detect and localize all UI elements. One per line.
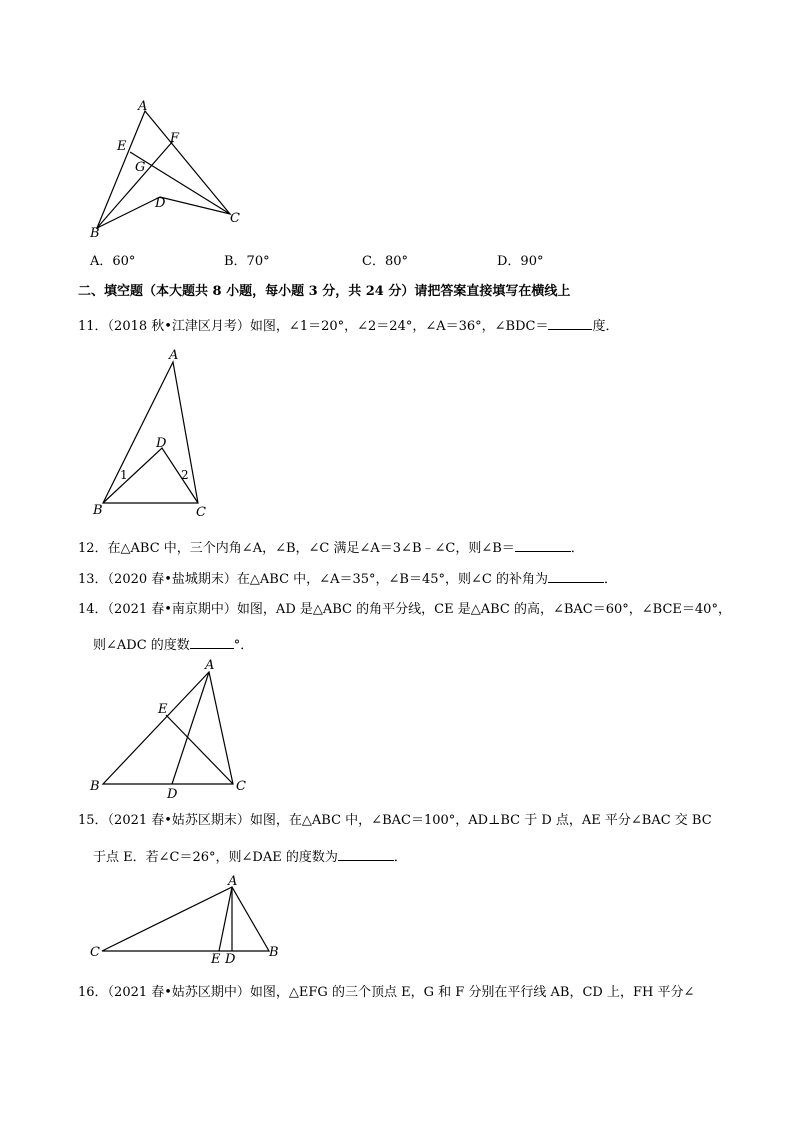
fig10-label-d: D bbox=[155, 196, 166, 211]
question-14-line1: 14．（2021 春•南京期中）如图，AD 是△ABC 的角平分线，CE 是△ABC 的高，∠BAC＝60°，∠BCE＝40°， bbox=[78, 602, 731, 617]
q15-blank bbox=[338, 846, 394, 861]
q13-suffix: ． bbox=[603, 572, 617, 587]
fig14-label-e: E bbox=[158, 702, 168, 717]
fig10-label-g: G bbox=[135, 160, 146, 175]
option-a: A．60° bbox=[90, 254, 136, 269]
fig14-label-d: D bbox=[167, 787, 178, 802]
question-13 bbox=[78, 568, 617, 589]
q12-suffix: ． bbox=[570, 541, 584, 556]
fig11-label-d: D bbox=[156, 436, 167, 451]
fig10-label-f: F bbox=[170, 131, 180, 146]
fig15-label-a: A bbox=[228, 874, 238, 889]
q11-suffix: 度． bbox=[592, 319, 619, 334]
q14-suffix: °． bbox=[233, 638, 254, 653]
q15-suffix: ． bbox=[393, 850, 407, 865]
fig11-label-b: B bbox=[93, 503, 103, 518]
fig11-label-2: 2 bbox=[181, 468, 189, 482]
fig15-label-b: B bbox=[269, 945, 279, 960]
fig15-label-d: D bbox=[225, 952, 236, 967]
option-d: D．90° bbox=[497, 254, 544, 269]
fig14-segment-ad bbox=[172, 672, 209, 784]
figure-q15 bbox=[85, 870, 295, 970]
fig14-label-a: A bbox=[205, 658, 215, 673]
q13-blank bbox=[548, 568, 604, 583]
q14-blank bbox=[190, 634, 234, 649]
q11-text: 11．（2018 秋•江津区月考）如图，∠1＝20°，∠2＝24°，∠A＝36°，∠BDC＝ bbox=[78, 319, 549, 334]
fig14-label-c: C bbox=[236, 779, 246, 794]
fig15-label-c: C bbox=[90, 945, 100, 960]
fig10-label-b: B bbox=[90, 226, 100, 241]
fig15-triangle-abc bbox=[102, 887, 269, 951]
fig14-triangle-abc bbox=[103, 672, 233, 784]
fig10-label-c: C bbox=[230, 211, 240, 226]
figure-q14 bbox=[85, 655, 260, 805]
figure-q11 bbox=[85, 345, 225, 525]
fig10-label-e: E bbox=[117, 139, 127, 154]
question-12 bbox=[78, 537, 584, 558]
option-c: C．80° bbox=[362, 254, 408, 269]
q12-blank bbox=[515, 537, 571, 552]
fig15-label-e: E bbox=[211, 952, 221, 967]
fig15-segment-ae bbox=[219, 887, 232, 951]
fig11-label-c: C bbox=[196, 505, 206, 520]
fig11-label-1: 1 bbox=[120, 468, 128, 482]
question-11 bbox=[78, 315, 619, 336]
question-15-line1: 15．（2021 春•姑苏区期末）如图，在△ABC 中，∠BAC＝100°，AD⊥BC 于 D 点，AE 平分∠BAC 交 BC bbox=[78, 813, 712, 828]
q11-blank bbox=[548, 315, 592, 330]
question-15-line2 bbox=[93, 846, 407, 867]
q13-text: 13．（2020 春•盐城期末）在△ABC 中，∠A＝35°，∠B＝45°，则∠C 的补角为 bbox=[78, 572, 548, 587]
question-16-line1: 16．（2021 春•姑苏区期中）如图，△EFG 的三个顶点 E，G 和 F 分别在平行线 AB，CD 上，FH 平分∠ bbox=[78, 985, 695, 1000]
section-title: 二、填空题（本大题共 8 小题，每小题 3 分，共 24 分）请把答案直接填写在横线上 bbox=[78, 284, 571, 299]
fig14-label-b: B bbox=[90, 779, 100, 794]
q15-text: 于点 E．若∠C＝26°，则∠DAE 的度数为 bbox=[93, 850, 338, 865]
figure-q10 bbox=[80, 95, 260, 245]
fig10-label-a: A bbox=[138, 99, 148, 114]
fig10-segment-bf bbox=[97, 141, 173, 228]
option-b: B．70° bbox=[224, 254, 270, 269]
q12-text: 12．在△ABC 中，三个内角∠A，∠B，∠C 满足∠A＝3∠B﹣∠C，则∠B＝ bbox=[78, 541, 515, 556]
question-14-line2 bbox=[93, 634, 253, 655]
q14-text: 则∠ADC 的度数 bbox=[93, 638, 190, 653]
fig11-label-a: A bbox=[169, 348, 179, 363]
